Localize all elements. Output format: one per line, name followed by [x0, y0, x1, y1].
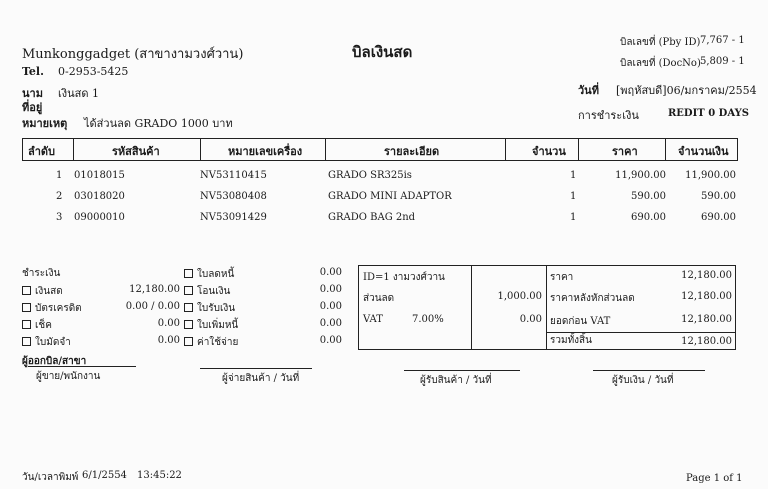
- payment-expense: ค่าใช้จ่าย: [184, 335, 238, 350]
- payment-expense-value: 0.00: [319, 335, 342, 346]
- print-date: 6/1/2554: [82, 470, 127, 481]
- issuer-section-label: ผู้ออกบิล/สาขา: [22, 356, 87, 367]
- payment-title: ชำระเงิน: [22, 268, 61, 279]
- payment-cash-value: 12,180.00: [129, 284, 180, 295]
- signature-payee: ผู้รับเงิน / วันที่: [612, 375, 674, 386]
- payment-term-value: REDIT 0 DAYS: [668, 108, 749, 119]
- payment-credit-card: บัตรเครดิต: [22, 301, 82, 316]
- date-value: [พฤหัสบดี]06/มกราคม/2554: [616, 84, 757, 97]
- col-header-amount: จำนวนเงิน: [678, 145, 729, 158]
- checkbox: [184, 303, 193, 312]
- payment-credit-note-value: 0.00: [319, 267, 342, 278]
- payment-receipt: ใบรับเงิน: [184, 301, 235, 316]
- bill-doc-value: 5,809 - 1: [700, 56, 745, 67]
- summary-discount-label: ส่วนลด: [363, 293, 395, 304]
- row-price: 11,900.00: [615, 170, 666, 181]
- tel-value: 0-2953-5425: [58, 65, 129, 78]
- row-code: 03018020: [74, 191, 125, 202]
- col-header-no: ลำดับ: [28, 145, 56, 158]
- row-desc: GRADO BAG 2nd: [328, 212, 416, 223]
- bill-pby-value: 7,767 - 1: [700, 35, 745, 46]
- summary-after-discount-value: 12,180.00: [681, 291, 732, 302]
- print-time: 13:45:22: [137, 470, 182, 481]
- signature-seller: ผู้ขาย/พนักงาน: [36, 371, 101, 382]
- payment-cheque: เช็ค: [22, 318, 52, 333]
- customer-label: นาม: [22, 87, 43, 100]
- row-desc: GRADO MINI ADAPTOR: [328, 191, 452, 202]
- checkbox: [22, 337, 31, 346]
- payment-term-label: การชำระเงิน: [578, 109, 639, 122]
- row-no: 2: [56, 191, 63, 202]
- col-header-desc: รายละเอียด: [384, 145, 440, 158]
- row-amount: 590.00: [701, 191, 736, 202]
- summary-price-label: ราคา: [550, 272, 574, 283]
- payment-receipt-value: 0.00: [319, 301, 342, 312]
- checkbox: [22, 320, 31, 329]
- col-header-price: ราคา: [612, 145, 638, 158]
- summary-total-label: รวมทั้งสิ้น: [550, 335, 592, 346]
- address-label: ที่อยู่: [22, 101, 43, 114]
- row-serial: NV53091429: [200, 212, 267, 223]
- row-serial: NV53110415: [200, 170, 267, 181]
- row-price: 690.00: [631, 212, 666, 223]
- payment-transfer-value: 0.00: [319, 284, 342, 295]
- payment-deposit: ใบมัดจำ: [22, 335, 71, 350]
- payment-transfer: โอนเงิน: [184, 284, 230, 299]
- company-name: Munkonggadget (สาขางามวงศ์วาน): [22, 47, 244, 62]
- payment-debit-note: ใบเพิ่มหนี้: [184, 318, 238, 333]
- document-title: บิลเงินสด: [352, 43, 413, 61]
- summary-discount-value: 1,000.00: [497, 291, 542, 302]
- payment-card-value: 0.00 / 0.00: [125, 301, 180, 312]
- checkbox: [22, 286, 31, 295]
- checkbox: [184, 337, 193, 346]
- payment-credit-note: ใบลดหนี้: [184, 267, 234, 282]
- row-qty: 1: [570, 170, 577, 181]
- row-price: 590.00: [631, 191, 666, 202]
- checkbox: [184, 320, 193, 329]
- customer-value: เงินสด 1: [58, 87, 100, 100]
- row-amount: 11,900.00: [685, 170, 736, 181]
- payment-deposit-value: 0.00: [157, 335, 180, 346]
- summary-vat-label: VAT: [363, 314, 383, 325]
- date-label: วันที่: [578, 84, 599, 97]
- summary-vat-value: 0.00: [519, 314, 542, 325]
- checkbox: [184, 269, 193, 278]
- summary-before-vat-label: ยอดก่อน VAT: [550, 316, 611, 327]
- row-desc: GRADO SR325is: [328, 170, 412, 181]
- note-value: ได้ส่วนลด GRADO 1000 บาท: [84, 117, 233, 130]
- row-serial: NV53080408: [200, 191, 267, 202]
- row-amount: 690.00: [701, 212, 736, 223]
- summary-after-discount-label: ราคาหลังหักส่วนลด: [550, 293, 635, 304]
- payment-cash: เงินสด: [22, 284, 63, 299]
- bill-doc-label: บิลเลขที่ (DocNo): [620, 58, 701, 69]
- bill-pby-label: บิลเลขที่ (Pby ID): [620, 37, 701, 48]
- summary-branch: ID=1 งามวงศ์วาน: [363, 272, 445, 283]
- print-label: วัน/เวลาพิมพ์: [22, 472, 79, 483]
- col-header-serial: หมายเลขเครื่อง: [228, 145, 303, 158]
- row-qty: 1: [570, 191, 577, 202]
- row-code: 09000010: [74, 212, 125, 223]
- row-qty: 1: [570, 212, 577, 223]
- note-label: หมายเหตุ: [22, 117, 68, 130]
- payment-debit-note-value: 0.00: [319, 318, 342, 329]
- checkbox: [184, 286, 193, 295]
- tel-label: Tel.: [22, 65, 44, 78]
- signature-receiver: ผู้รับสินค้า / วันที่: [420, 375, 492, 386]
- signature-giver: ผู้จ่ายสินค้า / วันที่: [222, 373, 300, 384]
- summary-total-value: 12,180.00: [681, 336, 732, 347]
- summary-price-value: 12,180.00: [681, 270, 732, 281]
- page-number: Page 1 of 1: [686, 473, 743, 484]
- col-header-code: รหัสสินค้า: [112, 145, 160, 158]
- col-header-qty: จำนวน: [532, 145, 566, 158]
- row-no: 3: [56, 212, 63, 223]
- summary-vat-rate: 7.00%: [412, 314, 444, 325]
- row-no: 1: [56, 170, 63, 181]
- summary-before-vat-value: 12,180.00: [681, 314, 732, 325]
- row-code: 01018015: [74, 170, 125, 181]
- checkbox: [22, 303, 31, 312]
- payment-cheque-value: 0.00: [157, 318, 180, 329]
